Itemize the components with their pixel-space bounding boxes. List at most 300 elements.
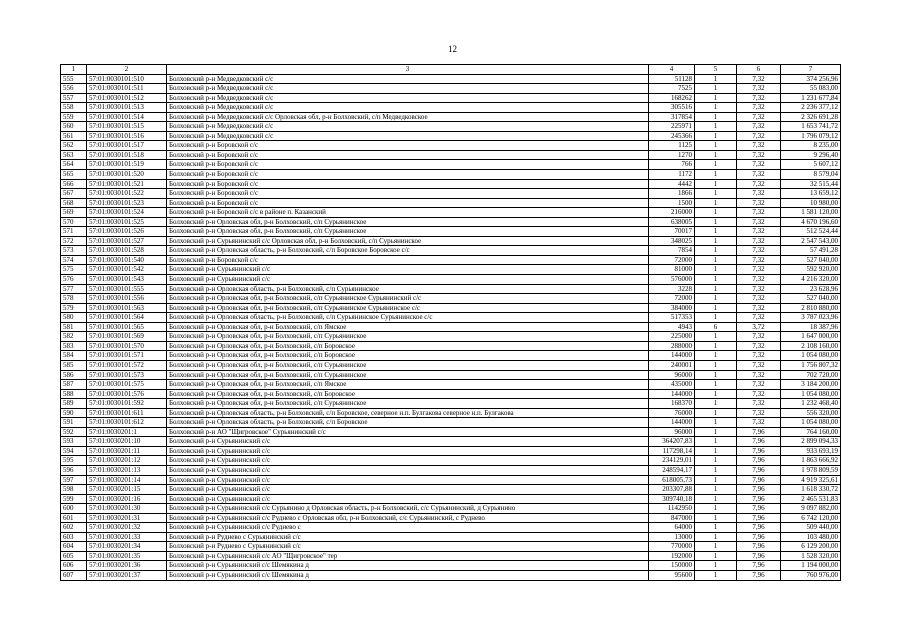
rate-cell: 7,32 [737, 112, 781, 122]
area-cell: 4943 [649, 322, 695, 332]
area-cell: 309740,18 [649, 494, 695, 504]
cost-cell: 1 756 807,32 [781, 360, 841, 370]
table-row [61, 370, 841, 380]
table-row [61, 504, 841, 514]
table-row [61, 198, 841, 208]
area-cell: 144000 [649, 418, 695, 428]
area-cell: 225000 [649, 332, 695, 342]
area-cell: 1125 [649, 141, 695, 151]
table-row [61, 284, 841, 294]
category-cell: 1 [695, 208, 737, 218]
address-cell: Болховский р-н Сурьянинский с/с [167, 275, 649, 285]
area-cell: 364207,83 [649, 437, 695, 447]
area-cell: 435000 [649, 380, 695, 390]
table-row [61, 322, 841, 332]
table-row [61, 217, 841, 227]
cadastral-number-cell: 57:01:0030101:519 [87, 160, 167, 170]
cost-cell: 8 579,04 [781, 170, 841, 180]
category-cell: 1 [695, 170, 737, 180]
area-cell: 72000 [649, 294, 695, 304]
cost-cell: 4 216 320,00 [781, 275, 841, 285]
row-number-cell: 573 [61, 246, 87, 256]
cadastral-number-cell: 57:01:0030101:516 [87, 131, 167, 141]
table-row [61, 561, 841, 571]
area-cell: 216000 [649, 208, 695, 218]
cadastral-number-cell: 57:01:0030101:528 [87, 246, 167, 256]
table-row [61, 399, 841, 409]
rate-cell: 7,32 [737, 84, 781, 94]
address-cell: Болховский р-н Сурьянинский с/с Руднево с Орловская обл, р-н Болховский, с/с Сурьянинский, с Руднево [167, 513, 649, 523]
rate-cell: 7,32 [737, 313, 781, 323]
address-cell: Болховский р-н Орловская обл, р-н Болховский, с/п Сурьянинское [167, 370, 649, 380]
address-cell: Болховский р-н Орловская обл, р-н Болховский, с/п Сурьянинское [167, 227, 649, 237]
area-cell: 770000 [649, 542, 695, 552]
category-cell: 1 [695, 399, 737, 409]
table-row [61, 542, 841, 552]
address-cell: Болховский р-н Орловская обл, р-н Болховский, с/п Сурьянинское [167, 332, 649, 342]
column-header: 5 [695, 65, 737, 75]
cost-cell: 702 720,00 [781, 370, 841, 380]
row-number-cell: 600 [61, 504, 87, 514]
address-cell: Болховский р-н Сурьянинский с/с [167, 485, 649, 495]
cadastral-number-cell: 57:01:0030201:32 [87, 523, 167, 533]
cadastral-number-cell: 57:01:0030101:524 [87, 208, 167, 218]
row-number-cell: 571 [61, 227, 87, 237]
table-row [61, 131, 841, 141]
rate-cell: 7,96 [737, 561, 781, 571]
address-cell: Болховский р-н Боровской с/с [167, 150, 649, 160]
rate-cell: 7,32 [737, 93, 781, 103]
cadastral-number-cell: 57:01:0030101:514 [87, 112, 167, 122]
cadastral-number-cell: 57:01:0030201:1 [87, 427, 167, 437]
table-row [61, 513, 841, 523]
address-cell: Болховский р-н Медведковский с/с Орловская обл, р-н Болховский, с/п Медведковское [167, 112, 649, 122]
address-cell: Болховский р-н Боровской с/с [167, 189, 649, 199]
category-cell: 1 [695, 313, 737, 323]
category-cell: 1 [695, 265, 737, 275]
address-cell: Болховский р-н Сурьянинский с/с Орловская обл, р-н Болховский, с/п Сурьянинское [167, 236, 649, 246]
cost-cell: 6 129 200,00 [781, 542, 841, 552]
area-cell: 4442 [649, 179, 695, 189]
cadastral-number-cell: 57:01:0030101:522 [87, 189, 167, 199]
table-row [61, 150, 841, 160]
category-cell: 1 [695, 160, 737, 170]
table-row [61, 170, 841, 180]
category-cell: 1 [695, 570, 737, 580]
area-cell: 1142950 [649, 504, 695, 514]
cadastral-number-cell: 57:01:0030101:513 [87, 103, 167, 113]
table-row [61, 523, 841, 533]
row-number-cell: 569 [61, 208, 87, 218]
row-number-cell: 564 [61, 160, 87, 170]
table-row [61, 74, 841, 84]
rate-cell: 7,96 [737, 427, 781, 437]
cadastral-number-cell: 57:01:0030201:33 [87, 532, 167, 542]
row-number-cell: 584 [61, 351, 87, 361]
row-number-cell: 596 [61, 465, 87, 475]
column-header: 7 [781, 65, 841, 75]
rate-cell: 7,32 [737, 294, 781, 304]
cadastral-number-cell: 57:01:0030101:576 [87, 389, 167, 399]
category-cell: 1 [695, 131, 737, 141]
address-cell: Болховский р-н Орловская область, р-н Болховский, с/п Сурьянинское Сурьянинское с/с [167, 313, 649, 323]
area-cell: 305516 [649, 103, 695, 113]
area-cell: 317854 [649, 112, 695, 122]
cadastral-number-cell: 57:01:0030101:540 [87, 255, 167, 265]
rate-cell: 7,32 [737, 198, 781, 208]
table-row [61, 236, 841, 246]
cadastral-number-cell: 57:01:0030101:517 [87, 141, 167, 151]
rate-cell: 7,32 [737, 341, 781, 351]
row-number-cell: 599 [61, 494, 87, 504]
rate-cell: 7,32 [737, 389, 781, 399]
column-header: 2 [87, 65, 167, 75]
table-row [61, 294, 841, 304]
area-cell: 76000 [649, 408, 695, 418]
row-number-cell: 568 [61, 198, 87, 208]
address-cell: Болховский р-н АО "Щигровское" Сурьянинский с/с [167, 427, 649, 437]
cost-cell: 1 647 000,00 [781, 332, 841, 342]
cost-cell: 10 980,00 [781, 198, 841, 208]
rate-cell: 7,32 [737, 170, 781, 180]
category-cell: 6 [695, 322, 737, 332]
rate-cell: 7,32 [737, 275, 781, 285]
rate-cell: 7,96 [737, 494, 781, 504]
cost-cell: 1 054 080,00 [781, 389, 841, 399]
row-number-cell: 594 [61, 446, 87, 456]
rate-cell: 7,96 [737, 446, 781, 456]
cadastral-number-cell: 57:01:0030201:11 [87, 446, 167, 456]
category-cell: 1 [695, 504, 737, 514]
address-cell: Болховский р-н Сурьянинский с/с [167, 446, 649, 456]
category-cell: 1 [695, 523, 737, 533]
cost-cell: 3 184 200,00 [781, 380, 841, 390]
row-number-cell: 597 [61, 475, 87, 485]
page-number: 12 [448, 44, 457, 54]
column-header: 1 [61, 65, 87, 75]
category-cell: 1 [695, 370, 737, 380]
row-number-cell: 590 [61, 408, 87, 418]
cadastral-number-cell: 57:01:0030101:542 [87, 265, 167, 275]
cost-cell: 1 528 320,00 [781, 551, 841, 561]
address-cell: Болховский р-н Сурьянинский с/с [167, 265, 649, 275]
cost-cell: 5 607,12 [781, 160, 841, 170]
table-row [61, 332, 841, 342]
category-cell: 1 [695, 446, 737, 456]
address-cell: Болховский р-н Орловская обл, р-н Болховский, с/п Боровское [167, 351, 649, 361]
rate-cell: 7,96 [737, 485, 781, 495]
address-cell: Болховский р-н Медведковский с/с [167, 74, 649, 84]
table-row [61, 208, 841, 218]
row-number-cell: 570 [61, 217, 87, 227]
address-cell: Болховский р-н Боровской с/с [167, 255, 649, 265]
address-cell: Болховский р-н Медведковский с/с [167, 131, 649, 141]
table-row [61, 227, 841, 237]
cost-cell: 2 810 880,00 [781, 303, 841, 313]
table-row [61, 179, 841, 189]
area-cell: 847000 [649, 513, 695, 523]
area-cell: 638005 [649, 217, 695, 227]
row-number-cell: 565 [61, 170, 87, 180]
area-cell: 72000 [649, 255, 695, 265]
cadastral-number-cell: 57:01:0030101:510 [87, 74, 167, 84]
row-number-cell: 587 [61, 380, 87, 390]
table-body [61, 74, 841, 580]
cadastral-number-cell: 57:01:0030101:515 [87, 122, 167, 132]
rate-cell: 7,32 [737, 103, 781, 113]
cadastral-number-cell: 57:01:0030101:564 [87, 313, 167, 323]
cost-cell: 18 387,96 [781, 322, 841, 332]
area-cell: 168370 [649, 399, 695, 409]
rate-cell: 7,32 [737, 217, 781, 227]
rate-cell: 7,32 [737, 122, 781, 132]
cost-cell: 2 465 531,83 [781, 494, 841, 504]
cadastral-number-cell: 57:01:0030101:571 [87, 351, 167, 361]
row-number-cell: 607 [61, 570, 87, 580]
rate-cell: 7,32 [737, 408, 781, 418]
area-cell: 348025 [649, 236, 695, 246]
cadastral-number-cell: 57:01:0030201:34 [87, 542, 167, 552]
cadastral-number-cell: 57:01:0030201:16 [87, 494, 167, 504]
table-row [61, 551, 841, 561]
cost-cell: 103 480,00 [781, 532, 841, 542]
cadastral-number-cell: 57:01:0030201:37 [87, 570, 167, 580]
rate-cell: 7,96 [737, 523, 781, 533]
cost-cell: 1 054 080,00 [781, 418, 841, 428]
cost-cell: 57 491,28 [781, 246, 841, 256]
row-number-cell: 589 [61, 399, 87, 409]
rate-cell: 7,32 [737, 284, 781, 294]
area-cell: 203307,88 [649, 485, 695, 495]
row-number-cell: 581 [61, 322, 87, 332]
rate-cell: 7,32 [737, 370, 781, 380]
row-number-cell: 563 [61, 150, 87, 160]
table-row [61, 360, 841, 370]
row-number-cell: 586 [61, 370, 87, 380]
category-cell: 1 [695, 255, 737, 265]
address-cell: Болховский р-н Орловская обл, р-н Болховский, с/п Ямское [167, 322, 649, 332]
category-cell: 1 [695, 93, 737, 103]
table-row [61, 570, 841, 580]
area-cell: 96000 [649, 427, 695, 437]
area-cell: 3228 [649, 284, 695, 294]
rate-cell: 7,32 [737, 303, 781, 313]
cadastral-number-cell: 57:01:0030201:31 [87, 513, 167, 523]
area-cell: 70017 [649, 227, 695, 237]
category-cell: 1 [695, 513, 737, 523]
category-cell: 1 [695, 389, 737, 399]
area-cell: 1172 [649, 170, 695, 180]
table-row [61, 265, 841, 275]
rate-cell: 7,96 [737, 456, 781, 466]
cadastral-number-cell: 57:01:0030101:556 [87, 294, 167, 304]
table-row [61, 189, 841, 199]
cadastral-number-cell: 57:01:0030101:575 [87, 380, 167, 390]
address-cell: Болховский р-н Медведковский с/с [167, 84, 649, 94]
address-cell: Болховский р-н Сурьянинский с/с [167, 475, 649, 485]
category-cell: 1 [695, 84, 737, 94]
address-cell: Болховский р-н Орловская обл, р-н Болховский, с/п Сурьянинское [167, 217, 649, 227]
cadastral-number-cell: 57:01:0030101:523 [87, 198, 167, 208]
category-cell: 1 [695, 561, 737, 571]
table-row [61, 103, 841, 113]
area-cell: 7525 [649, 84, 695, 94]
rate-cell: 7,32 [737, 179, 781, 189]
rate-cell: 7,32 [737, 131, 781, 141]
category-cell: 1 [695, 465, 737, 475]
column-header: 6 [737, 65, 781, 75]
row-number-cell: 575 [61, 265, 87, 275]
category-cell: 1 [695, 475, 737, 485]
address-cell: Болховский р-н Орловская обл, р-н Болховский, с/п Ямское [167, 380, 649, 390]
cadastral-number-cell: 57:01:0030101:612 [87, 418, 167, 428]
cost-cell: 13 659,12 [781, 189, 841, 199]
rate-cell: 7,32 [737, 208, 781, 218]
rate-cell: 7,32 [737, 236, 781, 246]
row-number-cell: 603 [61, 532, 87, 542]
address-cell: Болховский р-н Сурьянинский с/с Шемякина д [167, 561, 649, 571]
address-cell: Болховский р-н Сурьянинский с/с Руднево с [167, 523, 649, 533]
address-cell: Болховский р-н Орловская обл, р-н Болховский, с/п Сурьянинское [167, 360, 649, 370]
rate-cell: 7,32 [737, 332, 781, 342]
row-number-cell: 576 [61, 275, 87, 285]
row-number-cell: 556 [61, 84, 87, 94]
cadastral-number-cell: 57:01:0030101:569 [87, 332, 167, 342]
rate-cell: 7,96 [737, 504, 781, 514]
row-number-cell: 583 [61, 341, 87, 351]
table-row [61, 389, 841, 399]
cost-cell: 592 920,00 [781, 265, 841, 275]
address-cell: Болховский р-н Боровской с/с [167, 160, 649, 170]
column-header: 3 [167, 65, 649, 75]
cadastral-number-cell: 57:01:0030101:570 [87, 341, 167, 351]
row-number-cell: 561 [61, 131, 87, 141]
address-cell: Болховский р-н Сурьянинский с/с Шемякина д [167, 570, 649, 580]
address-cell: Болховский р-н Сурьянинский с/с Сурьянино д Орловская область, р-н Болховский, с/с Сурьянинский, д Сурьянино [167, 504, 649, 514]
row-number-cell: 601 [61, 513, 87, 523]
cadastral-number-cell: 57:01:0030201:15 [87, 485, 167, 495]
address-cell: Болховский р-н Орловская область, р-н Болховский, с/п Боровское [167, 418, 649, 428]
rate-cell: 7,96 [737, 513, 781, 523]
table-row [61, 494, 841, 504]
cost-cell: 8 235,00 [781, 141, 841, 151]
cadastral-number-cell: 57:01:0030201:10 [87, 437, 167, 447]
table-row [61, 418, 841, 428]
address-cell: Болховский р-н Орловская обл, р-н Болховский, с/п Сурьянинское [167, 399, 649, 409]
table-row [61, 141, 841, 151]
cadastral-number-cell: 57:01:0030101:565 [87, 322, 167, 332]
cost-cell: 55 083,00 [781, 84, 841, 94]
category-cell: 1 [695, 494, 737, 504]
cadastral-number-cell: 57:01:0030101:518 [87, 150, 167, 160]
area-cell: 95600 [649, 570, 695, 580]
address-cell: Болховский р-н Сурьянинский с/с [167, 456, 649, 466]
rate-cell: 7,32 [737, 360, 781, 370]
cost-cell: 9 097 882,00 [781, 504, 841, 514]
row-number-cell: 605 [61, 551, 87, 561]
cadastral-number-cell: 57:01:0030201:14 [87, 475, 167, 485]
rate-cell: 7,96 [737, 532, 781, 542]
rate-cell: 3,72 [737, 322, 781, 332]
address-cell: Болховский р-н Медведковский с/с [167, 103, 649, 113]
row-number-cell: 591 [61, 418, 87, 428]
cost-cell: 764 160,00 [781, 427, 841, 437]
category-cell: 1 [695, 217, 737, 227]
cost-cell: 2 236 377,12 [781, 103, 841, 113]
area-cell: 96000 [649, 370, 695, 380]
table-row [61, 485, 841, 495]
address-cell: Болховский р-н Боровской с/с [167, 198, 649, 208]
table-row [61, 475, 841, 485]
cadastral-number-cell: 57:01:0030201:35 [87, 551, 167, 561]
column-header: 4 [649, 65, 695, 75]
rate-cell: 7,96 [737, 551, 781, 561]
table-row [61, 341, 841, 351]
cost-cell: 2 899 094,33 [781, 437, 841, 447]
cost-cell: 4 919 325,61 [781, 475, 841, 485]
table-row [61, 532, 841, 542]
area-cell: 576000 [649, 275, 695, 285]
category-cell: 1 [695, 303, 737, 313]
cost-cell: 1 653 741,72 [781, 122, 841, 132]
cost-cell: 556 320,00 [781, 408, 841, 418]
address-cell: Болховский р-н Орловская область, р-н Болховский, с/п Сурьянинское [167, 284, 649, 294]
cadastral-number-cell: 57:01:0030201:36 [87, 561, 167, 571]
category-cell: 1 [695, 456, 737, 466]
area-cell: 144000 [649, 351, 695, 361]
cadastral-number-cell: 57:01:0030101:526 [87, 227, 167, 237]
table-row [61, 93, 841, 103]
cost-cell: 3 787 023,96 [781, 313, 841, 323]
area-cell: 225971 [649, 122, 695, 132]
rate-cell: 7,32 [737, 189, 781, 199]
row-number-cell: 567 [61, 189, 87, 199]
category-cell: 1 [695, 341, 737, 351]
category-cell: 1 [695, 141, 737, 151]
cadastral-number-cell: 57:01:0030201:12 [87, 456, 167, 466]
category-cell: 1 [695, 380, 737, 390]
cost-cell: 2 547 543,00 [781, 236, 841, 246]
address-cell: Болховский р-н Сурьянинский с/с [167, 494, 649, 504]
row-number-cell: 557 [61, 93, 87, 103]
area-cell: 64000 [649, 523, 695, 533]
table-row [61, 255, 841, 265]
category-cell: 1 [695, 427, 737, 437]
row-number-cell: 592 [61, 427, 87, 437]
category-cell: 1 [695, 418, 737, 428]
table-row [61, 246, 841, 256]
cadastral-number-cell: 57:01:0030101:520 [87, 170, 167, 180]
row-number-cell: 577 [61, 284, 87, 294]
table-row [61, 427, 841, 437]
cost-cell: 32 515,44 [781, 179, 841, 189]
category-cell: 1 [695, 227, 737, 237]
cost-cell: 527 040,00 [781, 255, 841, 265]
cost-cell: 23 628,96 [781, 284, 841, 294]
address-cell: Болховский р-н Орловская обл, р-н Болховский, с/п Сурьянинское Сурьянинское с/с [167, 303, 649, 313]
area-cell: 1500 [649, 198, 695, 208]
category-cell: 1 [695, 103, 737, 113]
cadastral-number-cell: 57:01:0030101:563 [87, 303, 167, 313]
row-number-cell: 593 [61, 437, 87, 447]
row-number-cell: 602 [61, 523, 87, 533]
address-cell: Болховский р-н Орловская обл, р-н Болховский, с/п Боровское [167, 389, 649, 399]
row-number-cell: 578 [61, 294, 87, 304]
cadastral-number-cell: 57:01:0030101:555 [87, 284, 167, 294]
column-number-row [61, 65, 841, 75]
category-cell: 1 [695, 294, 737, 304]
rate-cell: 7,96 [737, 570, 781, 580]
